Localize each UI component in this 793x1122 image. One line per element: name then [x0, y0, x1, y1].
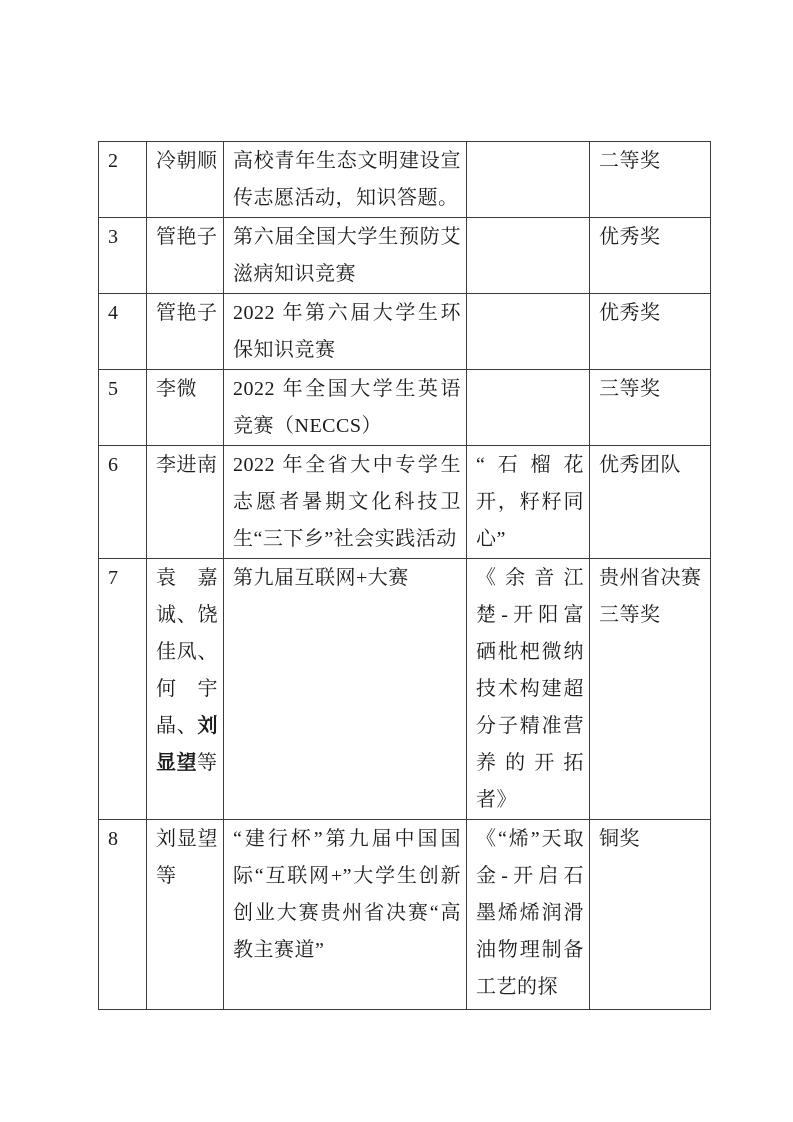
cell-name [147, 446, 224, 559]
cell-project [467, 370, 590, 446]
table-row [99, 294, 711, 370]
cell-competition: 高校青年生态文明建设宣传志愿活动，知识答题。 [224, 142, 467, 218]
table-body [99, 142, 711, 1010]
cell-competition: 第九届互联网+大赛 [224, 559, 467, 820]
cell-award: 铜奖 [590, 820, 711, 1010]
name-regular: 李微 [156, 378, 197, 400]
cell-name [147, 294, 224, 370]
name-regular: 李进南 [156, 454, 218, 476]
awards-table [98, 141, 711, 1010]
cell-award: 贵州省决赛三等奖 [590, 559, 711, 820]
name-regular: 袁嘉诚、饶佳凤、何宇晶、 [156, 567, 218, 737]
cell-name [147, 559, 224, 820]
cell-project: 《“烯”天取金-开启石墨烯烯润滑油物理制备工艺的探 [467, 820, 590, 1010]
cell-number: 2 [99, 142, 147, 218]
cell-name [147, 820, 224, 1010]
cell-number: 3 [99, 218, 147, 294]
cell-award: 优秀奖 [590, 218, 711, 294]
cell-number: 7 [99, 559, 147, 820]
cell-project: “石榴花开，籽籽同心” [467, 446, 590, 559]
cell-competition: 2022 年全省大中专学生志愿者暑期文化科技卫生“三下乡”社会实践活动 [224, 446, 467, 559]
name-suffix: 等 [197, 752, 218, 774]
cell-name [147, 218, 224, 294]
name-bold: 刘显望 [156, 715, 218, 774]
cell-number: 6 [99, 446, 147, 559]
cell-number: 8 [99, 820, 147, 1010]
cell-number: 4 [99, 294, 147, 370]
cell-competition: 2022 年全国大学生英语竞赛（NECCS） [224, 370, 467, 446]
cell-name [147, 370, 224, 446]
cell-award: 优秀团队 [590, 446, 711, 559]
table-row [99, 142, 711, 218]
cell-name [147, 142, 224, 218]
cell-project [467, 294, 590, 370]
table-row [99, 446, 711, 559]
name-regular: 管艳子 [156, 302, 218, 324]
name-regular: 管艳子 [156, 226, 218, 248]
table-row [99, 559, 711, 820]
name-regular: 刘显望等 [156, 828, 218, 887]
cell-number: 5 [99, 370, 147, 446]
cell-competition: “建行杯”第九届中国国际“互联网+”大学生创新创业大赛贵州省决赛“高教主赛道” [224, 820, 467, 1010]
cell-award: 优秀奖 [590, 294, 711, 370]
cell-project: 《余音江楚-开阳富硒枇杷微纳技术构建超分子精准营养的开拓者》 [467, 559, 590, 820]
cell-award: 三等奖 [590, 370, 711, 446]
cell-competition: 第六届全国大学生预防艾滋病知识竞赛 [224, 218, 467, 294]
cell-award: 二等奖 [590, 142, 711, 218]
table-row [99, 820, 711, 1010]
table-row [99, 218, 711, 294]
name-regular: 冷朝顺 [156, 150, 218, 172]
cell-competition: 2022 年第六届大学生环保知识竞赛 [224, 294, 467, 370]
table-row [99, 370, 711, 446]
cell-project [467, 142, 590, 218]
cell-project [467, 218, 590, 294]
